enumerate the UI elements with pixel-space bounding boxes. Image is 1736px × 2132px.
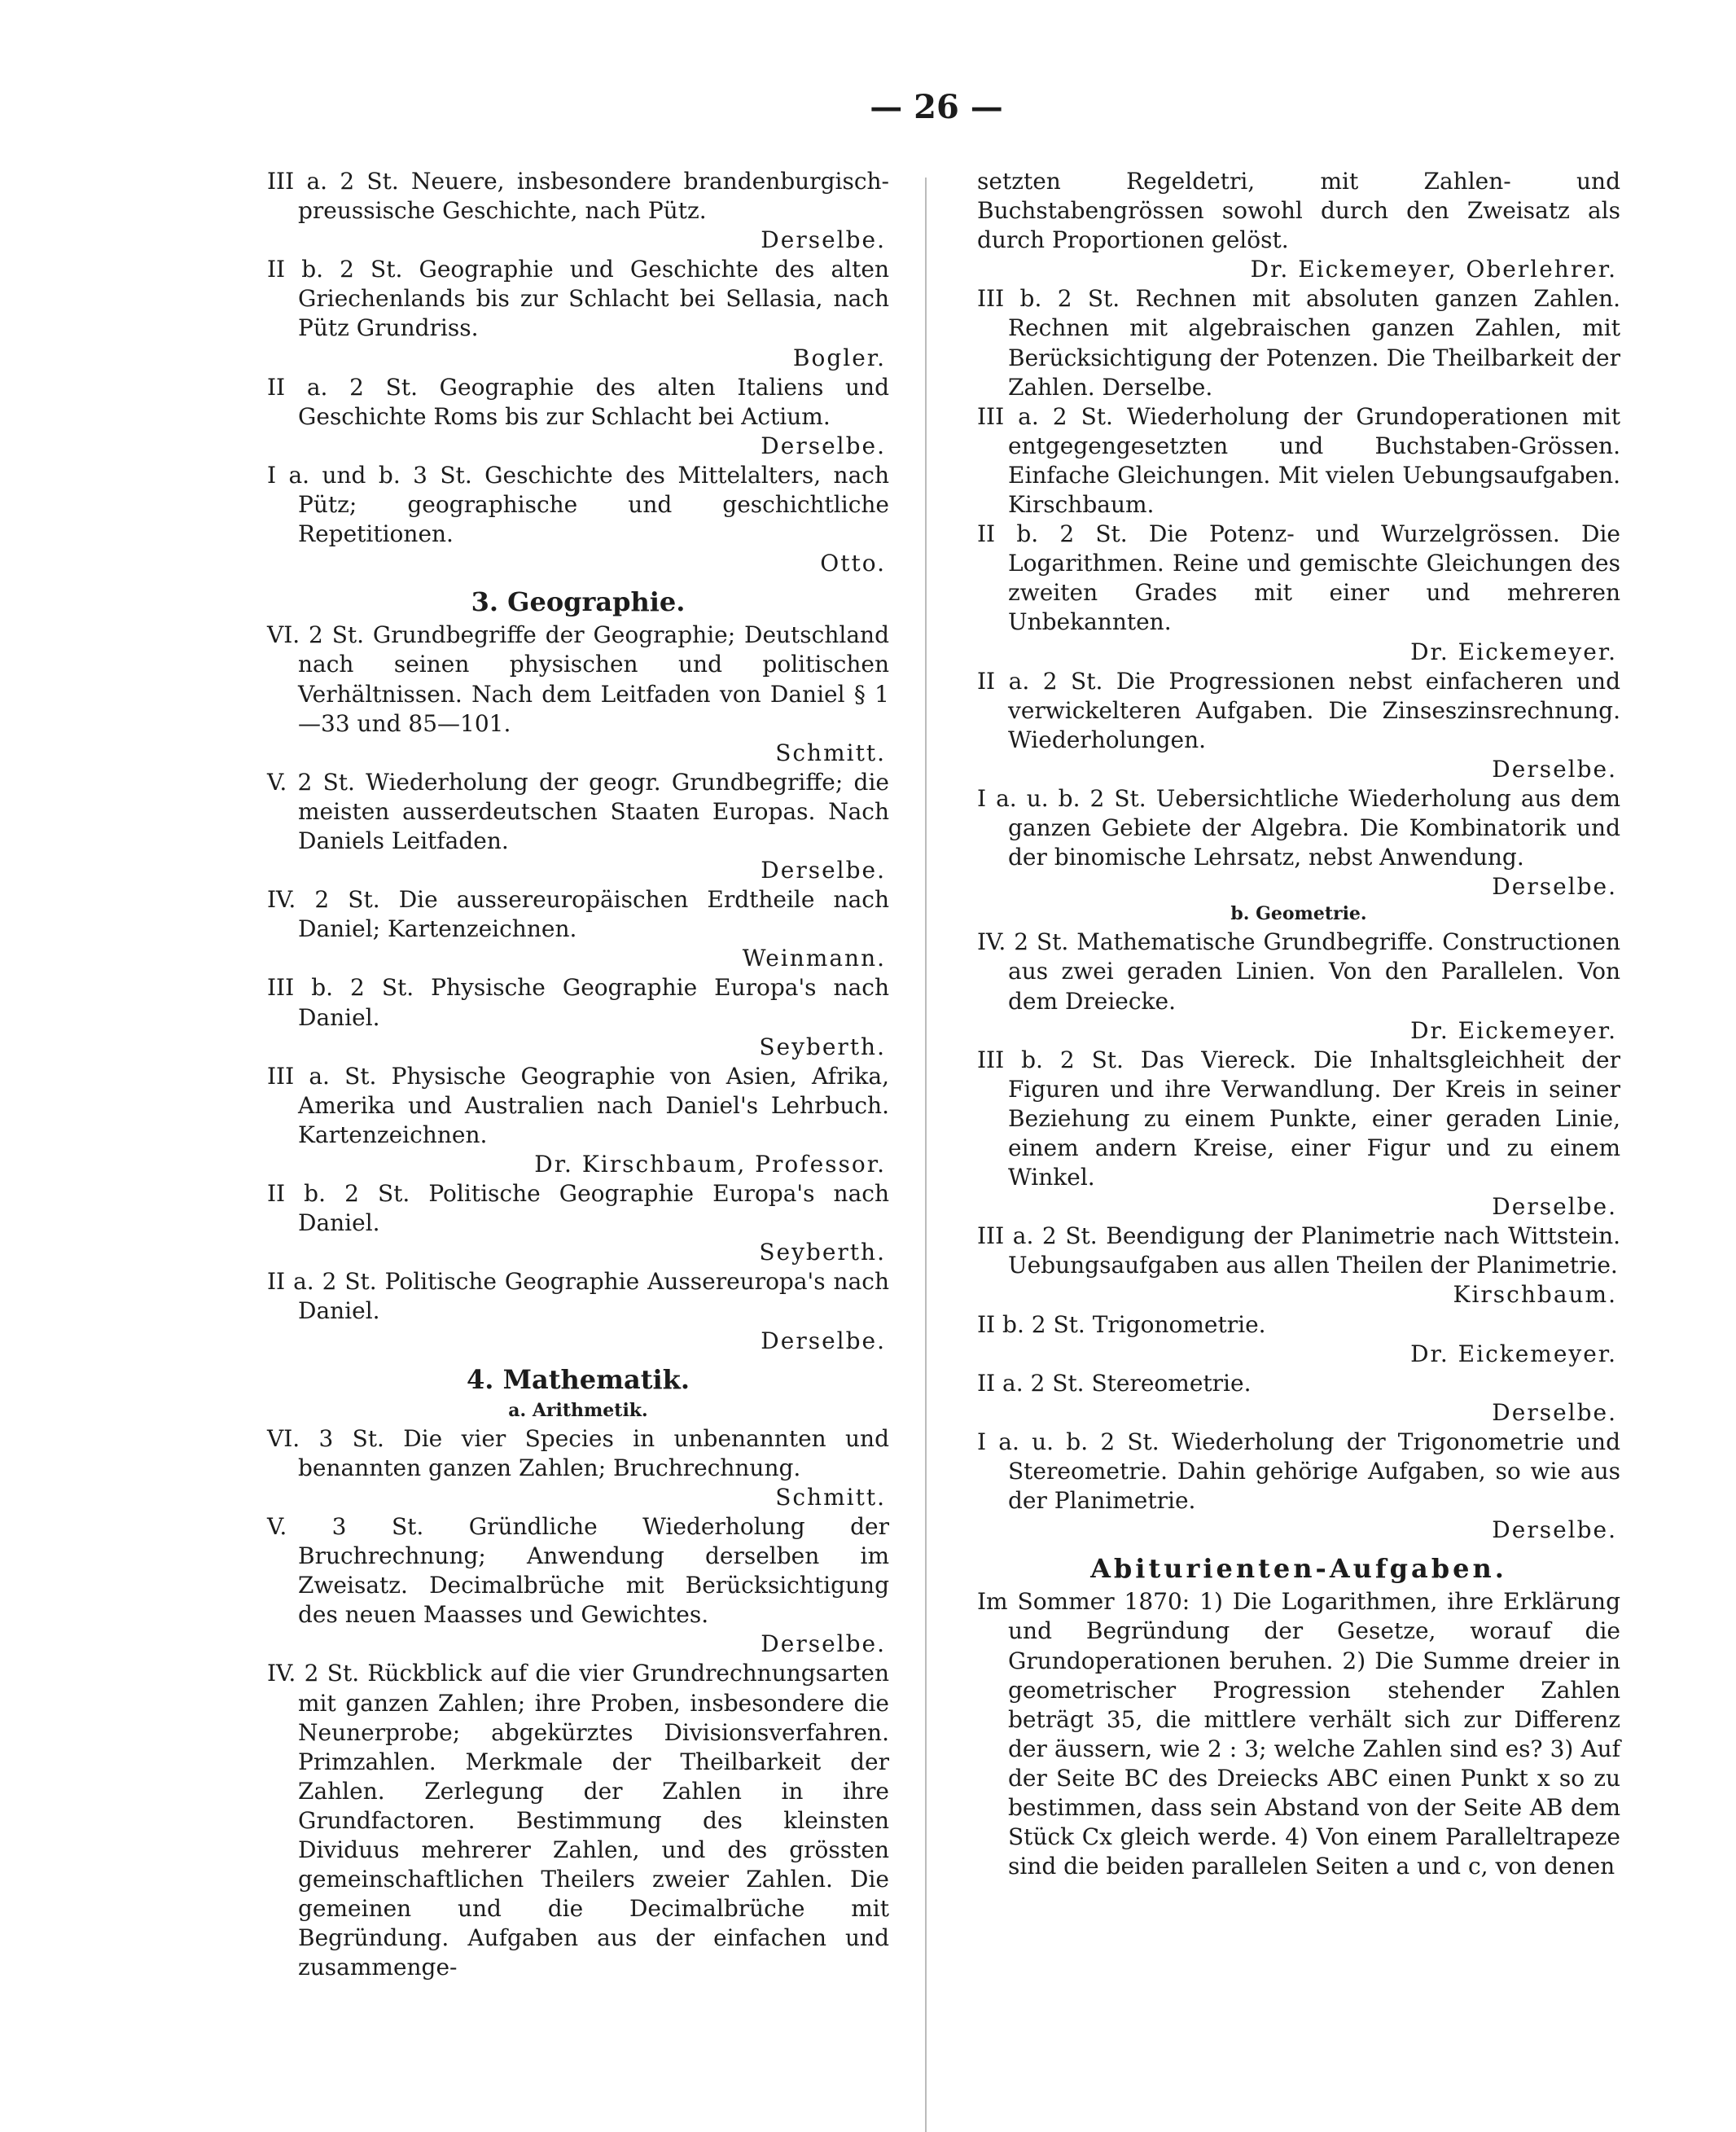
text-entry: II a. 2 St. Die Progressionen nebst einfacheren und verwickelteren Aufgaben. Die Zinseszinsrechnung. Wiederholungen. — [977, 667, 1620, 753]
text-entry: III b. 2 St. Rechnen mit absoluten ganzen Zahlen. Rechnen mit algebraischen ganzen Zahlen, mit Berücksichtigung der Potenzen. Die Theilbarkeit der Zahlen. Derselbe. — [977, 285, 1620, 401]
text-entry: III a. 2 St. Neuere, insbesondere brandenburgisch-preussische Geschichte, nach Pütz. — [267, 168, 889, 225]
text-entry: V. 3 St. Gründliche Wiederholung der Bruchrechnung; Anwendung derselben im Zweisatz. Decimalbrüche mit Berücksichtigung des neuen Maasses und Gewichtes. — [267, 1512, 889, 1629]
signature: Derselbe. — [1492, 1193, 1617, 1221]
text-entry: II a. 2 St. Politische Geographie Aussereuropa's nach Daniel. — [267, 1268, 889, 1325]
section-heading: Abiturienten-Aufgaben. — [1090, 1553, 1507, 1585]
signature: Dr. Eickemeyer. — [1410, 1340, 1617, 1367]
signature: Derselbe. — [761, 857, 886, 884]
signature: Schmitt. — [775, 1483, 886, 1511]
signature: Derselbe. — [761, 226, 886, 254]
text-entry: IV. 2 St. Die aussereuropäischen Erdtheile nach Daniel; Kartenzeichnen. — [267, 886, 889, 943]
subsection-heading: a. Arithmetik. — [508, 1399, 648, 1421]
signature: Bogler. — [792, 344, 886, 371]
text-entry: VI. 3 St. Die vier Species in unbenannten und benannten ganzen Zahlen; Bruchrechnung. — [267, 1424, 889, 1481]
signature: Derselbe. — [1492, 873, 1617, 901]
text-entry: II a. 2 St. Geographie des alten Italiens und Geschichte Roms bis zur Schlacht bei Actium. — [267, 373, 889, 430]
signature: Derselbe. — [761, 1327, 886, 1354]
text-entry: I a. und b. 3 St. Geschichte des Mittelalters, nach Pütz; geographische und geschichtliche Repetitionen. — [267, 461, 889, 548]
signature: Seyberth. — [759, 1033, 886, 1060]
text-entry: IV. 2 St. Rückblick auf die vier Grundrechnungsarten mit ganzen Zahlen; ihre Proben, insbesondere die Neunerprobe; abgekürztes Divisionsverfahren. Primzahlen. Merkmale der Theilbarkeit der Zahlen. Zerlegung der Zahlen in ihre Grundfactoren. Bestimmung des kleinsten Dividuus mehrerer Zahlen, und des grössten gemeinschaftlichen Theilers zweier Zahlen. Die gemeinen und die Decimalbrüche mit Begründung. Aufgaben aus der einfachen und zusammenge- — [267, 1660, 889, 1981]
text-entry: VI. 2 St. Grundbegriffe der Geographie; Deutschland nach seinen physischen und politischen Verhältnissen. Nach dem Leitfaden von Daniel § 1—33 und 85—101. — [267, 621, 889, 737]
signature: Derselbe. — [1492, 755, 1617, 783]
signature: Derselbe. — [1492, 1398, 1617, 1426]
signature: Kirschbaum. — [1453, 1281, 1617, 1309]
continued-text: setzten Regeldetri, mit Zahlen- und Buchstabengrössen sowohl durch den Zweisatz als durch Proportionen gelöst. — [977, 168, 1620, 254]
text-entry: IV. 2 St. Mathematische Grundbegriffe. Constructionen aus zwei geraden Linien. Von den Parallelen. Von dem Dreiecke. — [977, 928, 1620, 1015]
text-entry: II b. 2 St. Geographie und Geschichte des alten Griechenlands bis zur Schlacht bei Sellasia, nach Pütz Grundriss. — [267, 256, 889, 342]
page-number: — 26 — — [870, 88, 1003, 126]
signature: Dr. Eickemeyer, Oberlehrer. — [1250, 256, 1617, 283]
signature: Schmitt. — [775, 739, 886, 766]
right-column — [977, 167, 1620, 1881]
text-entry: III a. 2 St. Beendigung der Planimetrie nach Wittstein. Uebungsaufgaben aus allen Theilen der Planimetrie. — [977, 1222, 1620, 1279]
signature: Dr. Eickemeyer. — [1410, 638, 1617, 665]
column-divider — [925, 178, 927, 2132]
text-entry: III b. 2 St. Das Viereck. Die Inhaltsgleichheit der Figuren und ihre Verwandlung. Der Kreis in seiner Beziehung zu einem Punkte, einer geraden Linie, einem andern Kreise, einer Figur und zu einem Winkel. — [977, 1046, 1620, 1191]
signature: Derselbe. — [761, 1630, 886, 1658]
text-entry: Im Sommer 1870: 1) Die Logarithmen, ihre Erklärung und Begründung der Gesetze, worauf die Grundoperationen beruhen. 2) Die Summe dreier in geometrischer Progression stehender Zahlen beträgt 35, die mittlere verhält sich zur Differenz der äussern, wie 2 : 3; welche Zahlen sind es? 3) Auf der Seite BC des Dreiecks ABC einen Punkt x so zu bestimmen, dass sein Abstand von der Seite AB dem Stück Cx gleich werde. 4) Von einem Paralleltrapeze sind die beiden parallelen Seiten a und c, von denen — [977, 1588, 1620, 1880]
text-entry: III a. St. Physische Geographie von Asien, Afrika, Amerika und Australien nach Daniel's Lehrbuch. Kartenzeichnen. — [267, 1062, 889, 1148]
text-entry: V. 2 St. Wiederholung der geogr. Grundbegriffe; die meisten ausserdeutschen Staaten Europas. Nach Daniels Leitfaden. — [267, 768, 889, 854]
text-entry: I a. u. b. 2 St. Wiederholung der Trigonometrie und Stereometrie. Dahin gehörige Aufgaben, so wie aus der Planimetrie. — [977, 1428, 1620, 1515]
signature: Derselbe. — [1492, 1516, 1617, 1544]
signature: Derselbe. — [761, 432, 886, 459]
text-entry: III a. 2 St. Wiederholung der Grundoperationen mit entgegengesetzten und Buchstaben-Grössen. Einfache Gleichungen. Mit vielen Uebungsaufgaben. Kirschbaum. — [977, 402, 1620, 519]
left-column — [267, 167, 889, 1982]
text-entry: II b. 2 St. Politische Geographie Europa's nach Daniel. — [267, 1180, 889, 1237]
text-entry: II b. 2 St. Die Potenz- und Wurzelgrössen. Die Logarithmen. Reine und gemischte Gleichungen des zweiten Grades mit einer und mehreren Unbekannten. — [977, 520, 1620, 636]
subsection-heading: b. Geometrie. — [1230, 903, 1367, 925]
signature: Seyberth. — [759, 1239, 886, 1266]
text-entry: I a. u. b. 2 St. Uebersichtliche Wiederholung aus dem ganzen Gebiete der Algebra. Die Kombinatorik und der binomische Lehrsatz, nebst Anwendung. — [977, 784, 1620, 871]
section-heading: 3. Geographie. — [471, 586, 686, 618]
text-entry: III b. 2 St. Physische Geographie Europa's nach Daniel. — [267, 974, 889, 1031]
text-entry: II a. 2 St. Stereometrie. — [977, 1369, 1252, 1397]
section-heading: 4. Mathematik. — [467, 1363, 690, 1395]
text-entry: II b. 2 St. Trigonometrie. — [977, 1310, 1266, 1338]
signature: Weinmann. — [742, 945, 886, 972]
signature: Otto. — [820, 550, 886, 577]
signature: Dr. Eickemeyer. — [1410, 1016, 1617, 1044]
signature: Dr. Kirschbaum, Professor. — [534, 1151, 886, 1178]
